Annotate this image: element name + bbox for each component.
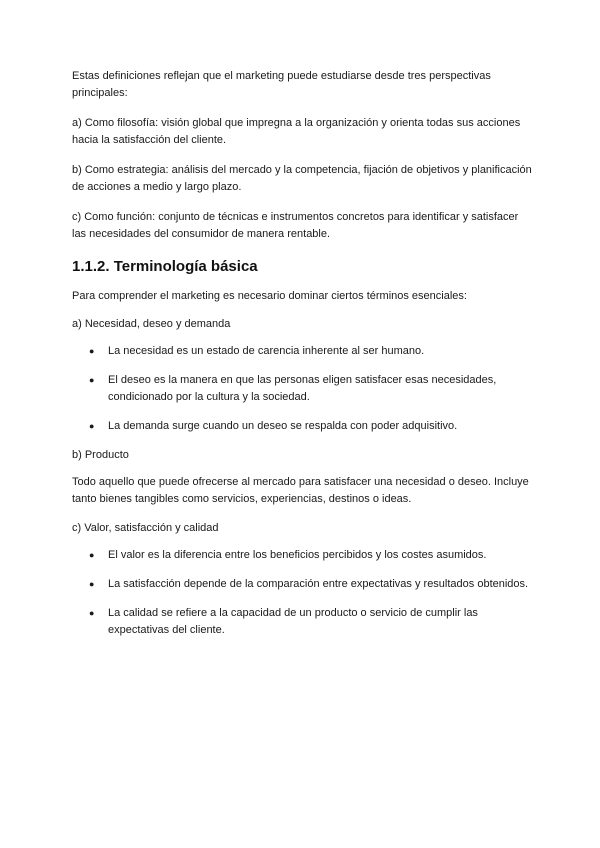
bullet-icon: ● [89, 346, 95, 356]
section-lead: Para comprender el marketing es necesario dominar ciertos términos esenciales: [72, 290, 467, 302]
bullet-list-needs [72, 343, 532, 435]
intro-paragraph: Estas definiciones reflejan que el marketing puede estudiarse desde tres perspectivas principales: [72, 70, 491, 99]
bullet-icon: ● [89, 579, 95, 589]
bullet-icon: ● [89, 608, 95, 618]
list-item-text: El deseo es la manera en que las personas eligen satisfacer esas necesidades, condicionado por la cultura y la sociedad. [108, 374, 497, 403]
list-item [72, 418, 532, 435]
subsection-a-title: a) Necesidad, deseo y demanda [72, 318, 231, 330]
list-item-text: La satisfacción depende de la comparación entre expectativas y resultados obtenidos. [108, 578, 529, 590]
list-item [72, 343, 532, 360]
subsection-b-text: Todo aquello que puede ofrecerse al mercado para satisfacer una necesidad o deseo. Incluye tanto bienes tangibles como servicios, experiencias, destinos o ideas. [72, 476, 529, 505]
subsection-c-title: c) Valor, satisfacción y calidad [72, 522, 219, 534]
list-item [72, 605, 532, 639]
perspective-function: c) Como función: conjunto de técnicas e instrumentos concretos para identificar y satisfacer las necesidades del consumidor de manera rentable. [72, 211, 519, 240]
bullet-list-value [72, 547, 532, 639]
bullet-icon: ● [89, 375, 95, 385]
subsection-b-title: b) Producto [72, 449, 129, 461]
list-item-text: El valor es la diferencia entre los beneficios percibidos y los costes asumidos. [108, 549, 487, 561]
list-item-text: La calidad se refiere a la capacidad de un producto o servicio de cumplir las expectativas del cliente. [108, 607, 478, 636]
list-item-text: La necesidad es un estado de carencia inherente al ser humano. [108, 345, 425, 357]
list-item [72, 576, 532, 593]
perspective-strategy: b) Como estrategia: análisis del mercado y la competencia, fijación de objetivos y planificación de acciones a medio y largo plazo. [72, 164, 532, 193]
section-heading: 1.1.2. Terminología básica [72, 258, 258, 275]
bullet-icon: ● [89, 550, 95, 560]
list-item-text: La demanda surge cuando un deseo se respalda con poder adquisitivo. [108, 420, 458, 432]
list-item [72, 372, 532, 406]
list-item [72, 547, 532, 564]
perspective-philosophy: a) Como filosofía: visión global que impregna a la organización y orienta todas sus acciones hacia la satisfacción del cliente. [72, 117, 521, 146]
bullet-icon: ● [89, 421, 95, 431]
document-page [72, 68, 532, 651]
